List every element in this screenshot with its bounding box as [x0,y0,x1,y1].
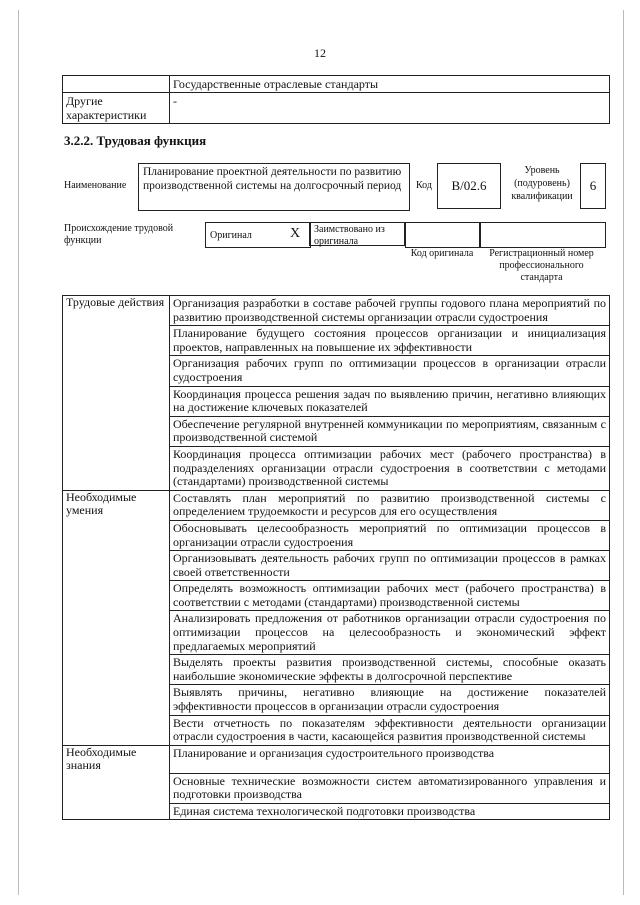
group-item: Выявлять причины, негативно влияющие на достижение показателей эффективности процессов в организации отрасли судостроения [170,685,610,715]
group-title-cell [63,356,170,386]
group-title-cell [63,655,170,685]
group-title: Необходимые умения [63,490,170,520]
origin-original-mark: X [290,226,301,241]
group-title-cell [63,386,170,416]
table-row [63,416,610,446]
origin-reg-caption: Регистрационный номер профессионального стандарта [489,248,594,283]
code-value: B/02.6 [437,163,501,209]
top-row-standards [63,76,610,93]
group-item: Обеспечение регулярной внутренней коммуникации по мероприятиям, связанным с производственной системой [170,416,610,446]
table-row [63,745,610,773]
group-title-cell [63,803,170,820]
group-title: Необходимые знания [63,745,170,773]
group-title-cell [63,446,170,490]
origin-code-cell [405,222,481,248]
page-number: 12 [314,46,326,60]
top-table [62,75,610,124]
function-table [62,295,610,820]
table-row [63,296,610,326]
group-item: Организация разработки в составе рабочей группы годового плана мероприятий по развитию производственной системы организации отрасли судостроения [170,296,610,326]
table-row [63,803,610,820]
group-item: Координация процесса решения задач по выявлению причин, негативно влияющих на достижение ключевых показателей [170,386,610,416]
group-title-cell [63,773,170,803]
section-title: 3.2.2. Трудовая функция [64,133,207,148]
table-row [63,490,610,520]
group-title-cell [63,520,170,550]
group-title-cell [63,611,170,655]
group-title-cell [63,551,170,581]
table-row [63,685,610,715]
group-title-cell [63,326,170,356]
group-item: Организовывать деятельность рабочих групп по оптимизации процессов в рамках своей ответственности [170,551,610,581]
table-row [63,581,610,611]
group-item: Единая система технологической подготовки производства [170,803,610,820]
group-item: Основные технические возможности систем автоматизированного управления и подготовки производства [170,773,610,803]
group-item: Обосновывать целесообразность мероприятий по оптимизации процессов в организации отрасли судостроения [170,520,610,550]
top-row-other [63,93,610,124]
group-item: Определять возможность оптимизации рабочих мест (рабочего пространства) в соответствии с методами (стандартами) производственной системы [170,581,610,611]
group-title-cell [63,715,170,745]
code-label: Код [416,180,432,191]
top-row1-label [63,76,170,93]
group-item: Координация процесса оптимизации рабочих мест (рабочего пространства) в подразделениях организации отрасли судостроения в соответствии с методами (стандартами) производственной системы [170,446,610,490]
group-title-cell [63,685,170,715]
table-row [63,611,610,655]
table-row [63,773,610,803]
top-row2-label: Другие характеристики [63,93,170,124]
table-row [63,386,610,416]
table-row [63,655,610,685]
group-title-cell [63,416,170,446]
group-item: Планирование будущего состояния процессов организации и инициализация проектов, направленных на повышение их эффективности [170,326,610,356]
origin-borrowed-cell: Заимствовано из оригинала [309,222,405,246]
top-row1-value: Государственные отраслевые стандарты [170,76,610,93]
name-label: Наименование [64,180,127,191]
group-item: Планирование и организация судостроительного производства [170,745,610,773]
group-item: Составлять план мероприятий по развитию производственной системы с определением трудоемкости и ресурсов для его осуществления [170,490,610,520]
table-row [63,551,610,581]
origin-code-caption: Код оригинала [410,248,474,259]
group-item: Организация рабочих групп по оптимизации процессов в организации отрасли судостроения [170,356,610,386]
name-value: Планирование проектной деятельности по развитию производственной системы на долгосрочный период [138,163,410,211]
group-item: Анализировать предложения от работников организации отрасли судостроения по оптимизации процессов на целесообразность и экономический эффект предлагаемых мероприятий [170,611,610,655]
origin-reg-cell [479,222,606,248]
group-item: Вести отчетность по показателям эффективности деятельности организации отрасли судостроения в части, касающейся развития производственной системы [170,715,610,745]
table-row [63,446,610,490]
table-row [63,326,610,356]
level-value: 6 [580,163,606,209]
table-row [63,520,610,550]
group-title: Трудовые действия [63,296,170,326]
table-row [63,715,610,745]
group-item: Выделять проекты развития производственной системы, способные оказать наибольшие экономические эффекты в долгосрочной перспективе [170,655,610,685]
origin-original-cell [205,222,311,248]
origin-label: Происхождение трудовой функции [64,223,174,246]
level-label: Уровень (подуровень) квалификации [511,165,573,202]
table-row [63,356,610,386]
group-title-cell [63,581,170,611]
origin-original-label: Оригинал [210,230,252,241]
top-row2-value: - [170,93,610,124]
